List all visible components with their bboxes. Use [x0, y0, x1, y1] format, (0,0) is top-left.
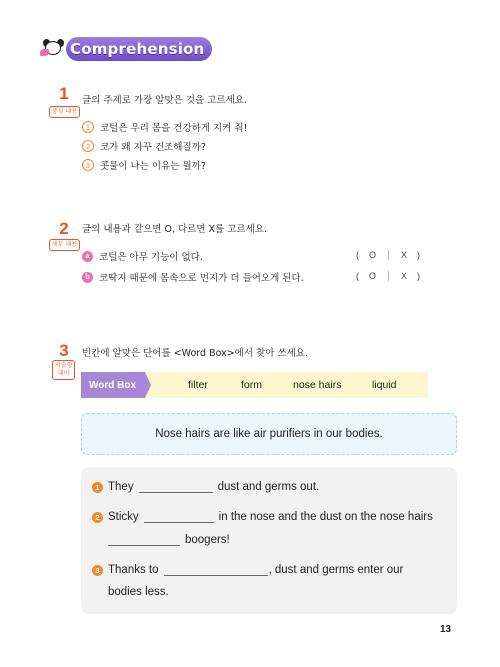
word-filter: filter	[188, 379, 208, 391]
statement-b	[82, 270, 304, 284]
statement-text: 코딱지 때문에 몸속으로 먼지가 더 들어오게 된다.	[99, 273, 304, 284]
exercise-number-icon: 3	[92, 565, 103, 576]
word-box	[81, 372, 428, 398]
exercise-2-line2: boogers!	[108, 534, 230, 546]
letter-b-icon: b	[82, 272, 93, 283]
question-number-1: 1	[59, 84, 69, 103]
divider	[388, 250, 389, 260]
o-option[interactable]: O	[369, 250, 377, 260]
choice-2[interactable]	[82, 139, 206, 153]
word-box-label: Word Box	[81, 372, 145, 398]
exercise-2: 2 Sticky in the nose and the dust on the nose hairs	[92, 511, 433, 523]
question-text-2: 글의 내용과 같으면 O, 다르면 X를 고르세요.	[82, 224, 267, 235]
exercise-number-icon: 1	[92, 482, 103, 493]
choice-3[interactable]	[82, 158, 206, 172]
question-tag-2: 세부 내용	[49, 239, 80, 251]
question-number-3: 3	[59, 341, 69, 360]
ox-answer-a: ( O X )	[356, 250, 421, 260]
key-sentence-box	[81, 413, 457, 455]
o-option[interactable]: O	[369, 271, 377, 281]
panda-mascot-icon	[40, 39, 66, 59]
choice-text: 코가 왜 자꾸 건조해질까?	[100, 142, 206, 153]
statement-text: 코털은 아무 기능이 없다.	[99, 252, 203, 263]
choice-text: 콧물이 나는 이유는 뭘까?	[100, 161, 206, 172]
choice-text: 코털은 우리 몸을 건강하게 지켜 줘!	[100, 123, 248, 134]
section-header	[40, 36, 212, 62]
exercise-3-line2: bodies less.	[108, 586, 169, 598]
x-option[interactable]: X	[401, 250, 408, 260]
exercise-3: 3 Thanks to , dust and germs enter our	[92, 564, 403, 576]
exercise-box	[81, 467, 457, 614]
exercise-1: 1 They dust and germs out.	[92, 481, 319, 493]
statement-a	[82, 249, 203, 263]
question-tag-1: 중심 내용	[49, 106, 80, 118]
choice-number-icon: 1	[82, 121, 94, 133]
question-text-3: 빈칸에 알맞은 단어를 <Word Box>에서 찾아 쓰세요.	[82, 348, 308, 359]
word-liquid: liquid	[372, 379, 397, 391]
question-text-1: 글의 주제로 가장 알맞은 것을 고르세요.	[82, 95, 247, 106]
word-nose-hairs: nose hairs	[293, 379, 342, 391]
choice-number-icon: 2	[82, 140, 94, 152]
section-title: Comprehension	[66, 37, 212, 61]
answer-blank[interactable]	[108, 535, 180, 546]
answer-blank[interactable]	[144, 512, 214, 523]
answer-blank[interactable]	[139, 482, 213, 493]
page-number: 13	[440, 624, 452, 635]
word-form: form	[241, 379, 262, 391]
letter-a-icon: a	[82, 251, 93, 262]
answer-blank[interactable]	[164, 565, 268, 576]
exercise-number-icon: 2	[92, 512, 103, 523]
question-tag-3: 서술형 대비	[52, 360, 75, 380]
ox-answer-b: ( O X )	[356, 271, 421, 281]
choice-number-icon: 3	[82, 159, 94, 171]
x-option[interactable]: X	[401, 271, 408, 281]
choice-1[interactable]	[82, 120, 247, 134]
key-sentence: Nose hairs are like air purifiers in our bodies.	[155, 428, 383, 440]
question-number-2: 2	[59, 219, 69, 238]
divider	[388, 271, 389, 281]
